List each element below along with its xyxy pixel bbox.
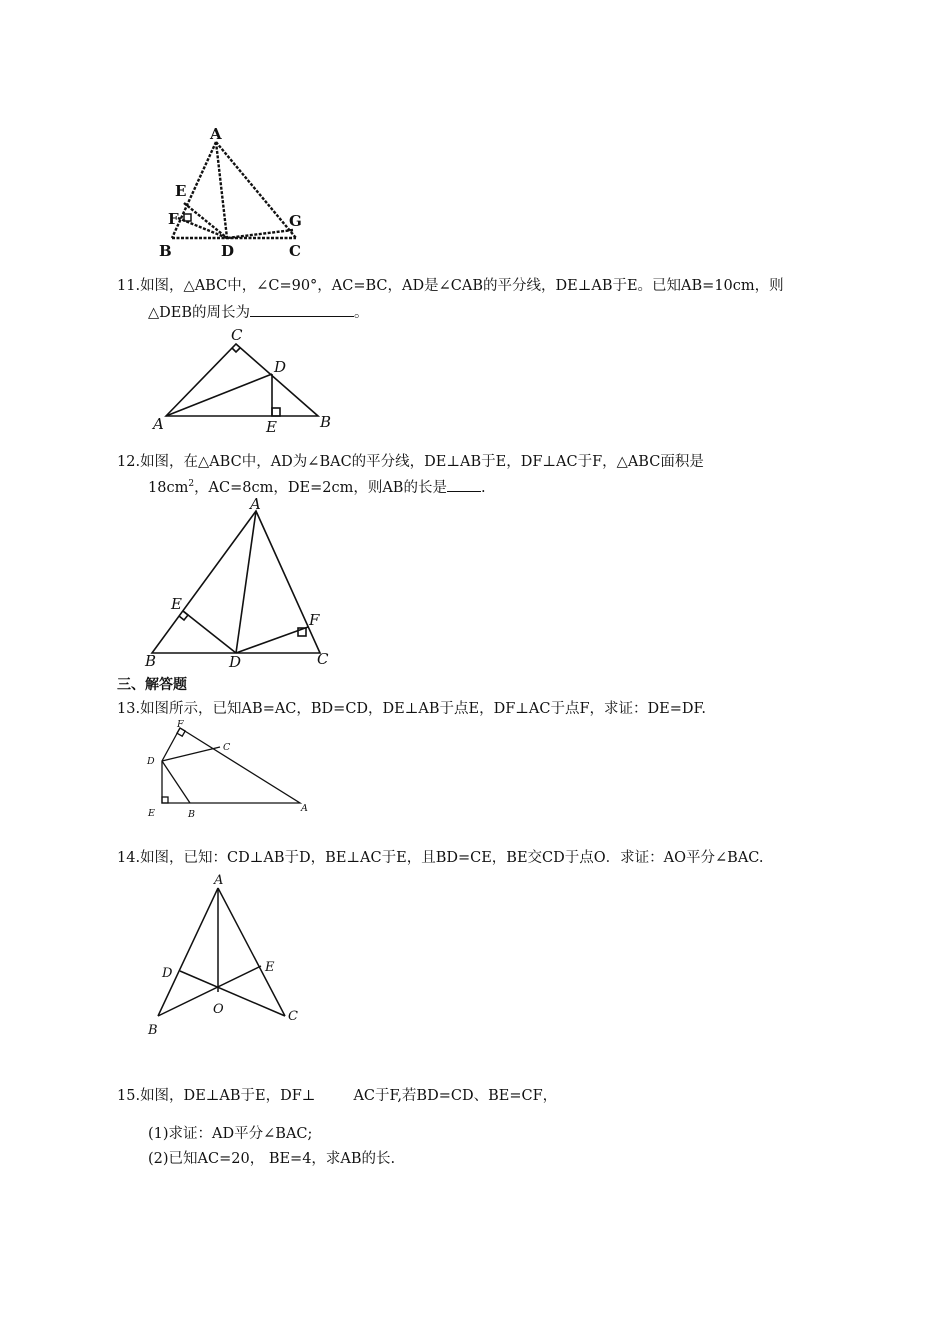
q13-label-A: A [301,803,308,814]
label-B: B [159,242,172,260]
figure-q14 [140,868,310,1040]
q12-number: 12. [117,454,141,470]
q14-label-C: C [288,1009,298,1024]
q13-label-F: F [177,719,184,730]
q13-label-E: E [148,808,155,819]
label-F: F [168,210,179,228]
section-title: 三、解答题 [117,677,187,693]
q12-label-C: C [317,650,329,668]
q11-label-A: A [153,415,164,433]
q14-label-E: E [265,960,275,975]
q12-label-F: F [309,611,320,629]
q12-area-value: 18cm [148,480,189,496]
q12-text-line2: ，AC=8cm，DE=2cm，则AB的长是 [194,480,447,496]
q15-sub2: (2)已知AC=20， BE=4，求AB的长. [148,1151,396,1167]
q11-text-end: 。 [354,305,369,321]
label-G: G [289,212,302,230]
q12-text-end: . [480,480,486,496]
q11-text-line1: 如图，△ABC中，∠C=90°，AC=BC，AD是∠CAB的平分线，DE⊥AB于E。已知AB=10cm，则 [140,278,784,294]
label-C: C [289,242,301,260]
q12-area-sup: 2 [188,479,195,490]
q11-answer-blank[interactable] [250,302,354,317]
q12-label-B: B [145,652,157,670]
q15-text-a: 如图，DE⊥AB于E，DF⊥ [140,1088,316,1104]
q14-label-A: A [214,873,224,888]
q15-line [117,1086,557,1106]
q11-line1 [117,276,784,296]
q13-number: 13. [117,701,141,717]
q11-label-C: C [231,326,243,344]
q11-line2 [148,302,369,323]
q13-label-C: C [223,742,231,753]
q11-text-line2: △DEB的周长为 [148,305,251,321]
q11-label-E: E [266,418,277,436]
q13-label-B: B [188,809,195,820]
q14-label-O: O [213,1002,224,1017]
label-E: E [175,182,187,200]
q11-number: 11. [117,278,141,294]
q15-text-b: AC于F,若BD=CD、BE=CF， [353,1088,558,1104]
figure-q13 [140,716,320,824]
q15-number: 15. [117,1088,141,1104]
q14-label-D: D [162,966,173,981]
q15-sub1: (1)求证：AD平分∠BAC; [148,1126,313,1142]
q14-text: 如图，已知：CD⊥AB于D，BE⊥AC于E，且BD=CE，BE交CD于点O．求证：AO平分∠BAC. [140,850,764,866]
label-A: A [210,125,222,143]
q12-label-E: E [171,595,182,613]
q13-text: 如图所示，已知AB=AC，BD=CD，DE⊥AB于点E，DF⊥AC于点F，求证：DE=DF. [140,701,706,717]
q12-label-D: D [229,653,242,671]
q13-label-D: D [147,756,155,767]
q14-line [117,848,763,868]
q11-label-D: D [274,358,287,376]
q14-number: 14. [117,850,141,866]
q14-label-B: B [148,1023,158,1038]
q12-label-A: A [250,495,261,513]
label-D: D [221,242,235,260]
q12-line2 [148,477,486,498]
figure-q12 [140,497,340,675]
figure-q11 [148,326,348,438]
q12-line1 [117,452,704,472]
q12-answer-blank[interactable] [447,477,481,492]
figure-top-triangle [150,120,320,265]
q11-label-B: B [320,413,332,431]
q12-text-line1: 如图，在△ABC中，AD为∠BAC的平分线，DE⊥AB于E，DF⊥AC于F，△ABC面积是 [140,454,704,470]
